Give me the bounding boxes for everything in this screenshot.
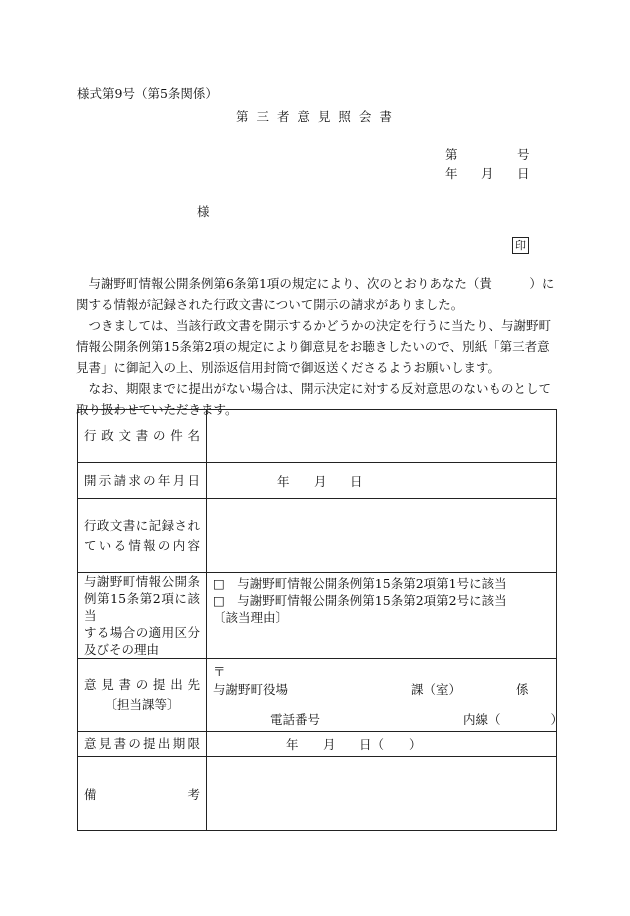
body-paragraph-3: なお、期限までに提出がない場合は、開示決定に対する反対意思のないものとして取り扱わせていただきます。 xyxy=(76,381,552,417)
seal-label: 印 xyxy=(512,237,529,254)
option-clause-2[interactable]: □ 与謝野町情報公開条例第15条第2項第2号に該当 xyxy=(213,593,507,608)
extension-label: 内線（ ） xyxy=(463,712,564,727)
section-room-label: 課（室） xyxy=(411,682,462,697)
field-request-date[interactable] xyxy=(207,463,557,499)
remarks-label-right: 考 xyxy=(187,787,200,802)
row-submission-deadline xyxy=(78,732,557,757)
row-remarks xyxy=(78,757,557,831)
body-paragraph-1: 与謝野町情報公開条例第6条第1項の規定により、次のとおりあなた（貴 ）に関する情報が記録された行政文書について開示の請求がありました。 xyxy=(76,276,555,312)
field-remarks[interactable] xyxy=(207,757,557,831)
reason-label: 〔該当理由〕 xyxy=(213,610,289,625)
request-date-month: 月 xyxy=(314,474,327,489)
field-recorded-info[interactable] xyxy=(207,499,557,573)
label-recorded-info: 行政文書に記録され ている情報の内容 xyxy=(78,499,207,573)
row-submission-destination xyxy=(78,659,557,732)
postal-mark: 〒 xyxy=(213,664,226,679)
doc-number-prefix: 第 xyxy=(445,147,458,162)
doc-number-suffix: 号 xyxy=(517,147,530,162)
label-applicable-category: 与謝野町情報公開条 例第15条第2項に該当 する場合の適用区分 及びその理由 xyxy=(78,573,207,659)
subsection-label: 係 xyxy=(516,682,529,697)
request-date-year: 年 xyxy=(277,474,290,489)
remarks-label-left: 備 xyxy=(84,787,97,802)
label-submission-deadline: 意見書の提出期限 xyxy=(78,732,207,757)
row-applicable-category xyxy=(78,573,557,659)
form-number: 様式第9号（第5条関係） xyxy=(77,86,218,101)
label-remarks xyxy=(78,757,207,831)
addressee-honorific: 様 xyxy=(197,204,210,219)
date-day-label: 日 xyxy=(517,166,530,181)
option-clause-1[interactable]: □ 与謝野町情報公開条例第15条第2項第1号に該当 xyxy=(213,576,507,591)
field-submission-deadline[interactable] xyxy=(207,732,557,757)
town-office: 与謝野町役場 xyxy=(213,682,289,697)
date-month-label: 月 xyxy=(481,166,494,181)
row-recorded-info xyxy=(78,499,557,573)
label-request-date: 開示請求の年月日 xyxy=(78,463,207,499)
deadline-day-weekday: 日（ ） xyxy=(359,737,422,752)
body-text xyxy=(76,273,556,420)
label-submission-destination: 意見書の提出先 〔担当課等〕 xyxy=(78,659,207,732)
inquiry-table xyxy=(77,409,564,831)
deadline-month: 月 xyxy=(323,737,336,752)
phone-number-label: 電話番号 xyxy=(270,712,321,727)
document-title: 第 三 者 意 見 照 会 書 xyxy=(236,109,392,124)
date-year-label: 年 xyxy=(445,166,458,181)
row-document-subject xyxy=(78,410,557,463)
field-submission-destination xyxy=(207,659,564,732)
field-document-subject[interactable] xyxy=(207,410,557,463)
request-date-day: 日 xyxy=(350,474,363,489)
deadline-year: 年 xyxy=(286,737,299,752)
row-request-date xyxy=(78,463,557,499)
body-paragraph-2: つきましては、当該行政文書を開示するかどうかの決定を行うに当たり、与謝野町情報公開条例第15条第2項の規定により御意見をお聴きしたいので、別紙「第三者意見書」に御記入の上、別添返信用封筒で御返送くださるようお願いします。 xyxy=(76,318,552,375)
field-applicable-category xyxy=(207,573,557,659)
label-document-subject: 行政文書の件名 xyxy=(78,410,207,463)
seal-mark xyxy=(512,237,529,254)
